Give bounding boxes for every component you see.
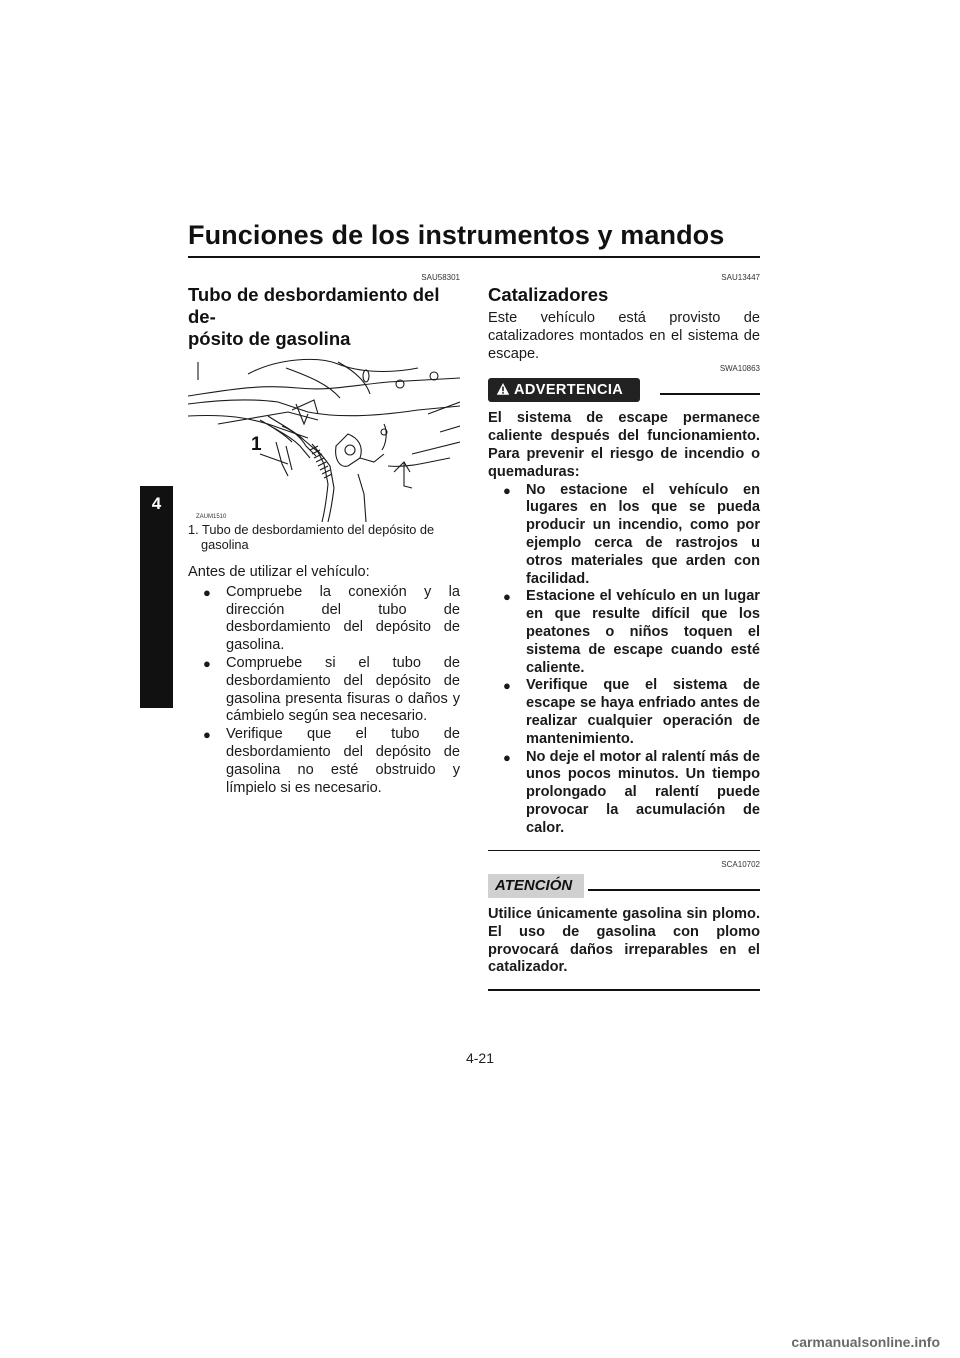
list-item: ● Estacione el vehículo en un lugar en que resulte difícil que los peatones o niños toquen el sistema de escape cuando esté caliente. [503,588,760,676]
caution-end-rule [488,989,760,991]
section-heading-fuel-overflow: Tubo de desbordamiento del de- pósito de gasolina [188,284,440,349]
intro-text: Antes de utilizar el vehículo: [188,564,370,580]
list-item: ● Compruebe si el tubo de desbordamiento del depósito de gasolina presenta fisuras o daños y cámbielo según sea necesario. [203,654,460,725]
warning-code: SWA10863 [719,364,760,374]
bullet-icon: ● [503,678,511,694]
chapter-tab [140,486,173,708]
intro-text: Este vehículo está provisto de catalizadores montados en el sistema de escape. [488,310,760,362]
warning-label: ADVERTENCIA [488,378,640,402]
bullet-icon: ● [203,655,211,671]
overflow-hose-illustration [188,354,460,522]
warning-triangle-icon [496,382,510,396]
section-heading-catalysts: Catalizadores [488,284,609,305]
caution-text: Utilice únicamente gasolina sin plomo. El uso de gasolina con plomo provocará daños irreparables en el catalizador. [488,906,760,976]
list-item: ● Verifique que el tubo de desbordamiento del depósito de gasolina no esté obstruido y límpielo si es necesario. [203,726,460,796]
check-list [188,584,460,798]
bullet-icon: ● [203,727,211,743]
bullet-icon: ● [503,482,511,498]
figure-code: ZAUM1510 [196,514,227,520]
caution-label: ATENCIÓN [488,874,584,898]
list-item: ● Compruebe la conexión y la dirección del tubo de desbordamiento del depósito de gasolina. [203,583,460,654]
motorcycle-drawing [188,354,460,522]
warning-text: El sistema de escape permanece caliente después del funcionamiento. Para prevenir el riesgo de incendio o quemaduras: [488,410,760,480]
bullet-icon: ● [503,749,511,765]
figure-caption: 1. Tubo de desbordamiento del depósito de gasolina [188,522,435,552]
caution-rule [588,889,760,891]
caution-header [488,874,760,900]
page-title: Funciones de los instrumentos y mandos [188,220,725,250]
warning-rule [660,393,760,395]
list-item: ● No deje el motor al ralentí más de unos pocos minutos. Un tiempo prolongado al ralentí puede provocar la acumulación de calor. [503,748,760,836]
figure-callout-1: 1 [251,434,262,455]
list-item: ● Verifique que el sistema de escape se haya enfriado antes de realizar cualquier operación de mantenimiento. [503,677,760,747]
title-rule [188,256,760,258]
section-code: SAU13447 [721,273,760,282]
section-code: SAU58301 [421,273,460,282]
warning-header [488,378,760,404]
caution-code: SCA10702 [721,860,760,870]
bullet-icon: ● [203,584,211,600]
right-column [488,272,760,991]
warning-end-rule [488,850,760,852]
warning-list [488,482,760,838]
page-number: 4-21 [465,1050,495,1066]
chapter-number: 4 [151,494,162,513]
bullet-icon: ● [503,589,511,605]
left-column [188,272,460,797]
list-item: ● No estacione el vehículo en lugares en los que se pueda producir un incendio, como por ejemplo cerca de rastrojos u otros materiales que arden con facilidad. [503,481,760,587]
watermark: carmanualsonline.info [791,1334,940,1350]
